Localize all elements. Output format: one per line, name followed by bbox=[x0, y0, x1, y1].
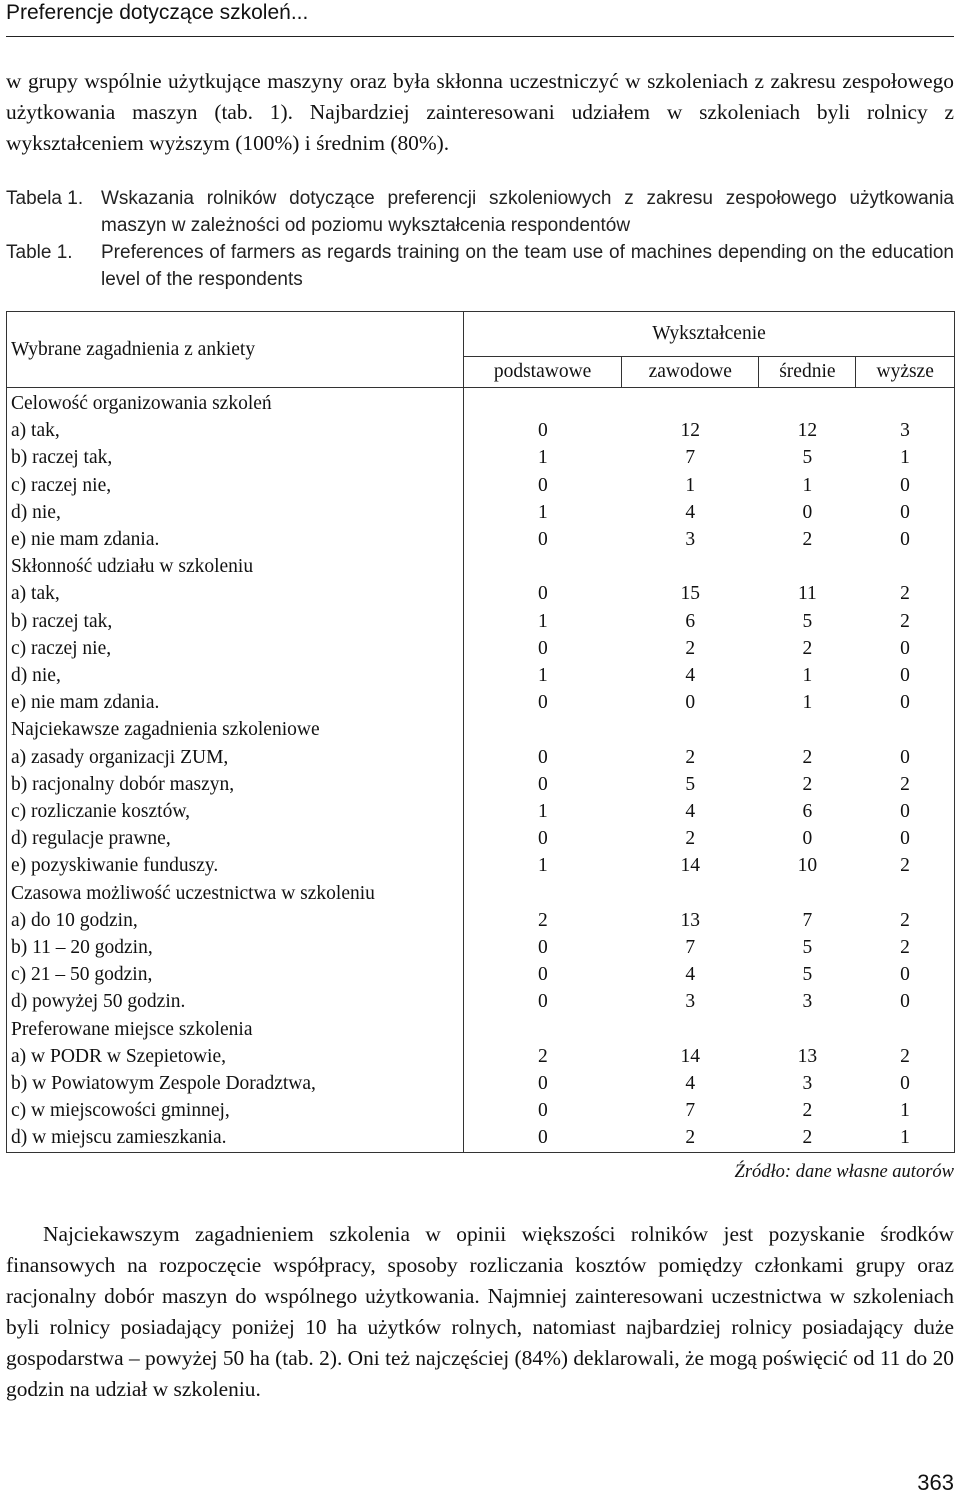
table-cell: 2 bbox=[802, 529, 813, 551]
row-label: e) nie mam zdania. bbox=[7, 526, 464, 553]
row-label: Celowość organizowania szkoleń bbox=[7, 388, 464, 418]
row-label: Czasowa możliwość uczestnictwa w szkoleniu bbox=[7, 880, 464, 907]
row-label: a) tak, bbox=[7, 417, 464, 444]
table-cell: 0 bbox=[537, 474, 548, 496]
table-cell: 2 bbox=[685, 828, 696, 850]
intro-paragraph: w grupy wspólnie użytkujące maszyny oraz była skłonna uczestniczyć w szkoleniach z zakresu zespołowego użytkowania maszyn (tab. 1). Najbardziej zainteresowani udziałem w szkoleniach byli rolnicy z wykształceniem wyższym (100%) i średnim (80%). bbox=[6, 69, 954, 155]
row-label: d) nie, bbox=[7, 499, 464, 526]
table-row bbox=[7, 1097, 955, 1124]
table-cell: 5 bbox=[802, 610, 813, 632]
table-cell: 0 bbox=[537, 529, 548, 551]
table-cell: 1 bbox=[802, 474, 813, 496]
table-cell: 0 bbox=[537, 991, 548, 1013]
table-cell: 7 bbox=[685, 937, 696, 959]
table-cell: 2 bbox=[685, 637, 696, 659]
table-cell: 5 bbox=[802, 447, 813, 469]
table-cell bbox=[759, 553, 856, 580]
table-cell: 0 bbox=[856, 499, 955, 526]
table-row bbox=[7, 907, 955, 934]
table-cell bbox=[622, 1016, 759, 1043]
row-label: e) nie mam zdania. bbox=[7, 689, 464, 716]
table-cell: 1 bbox=[537, 610, 548, 632]
table-cell: 2 bbox=[856, 608, 955, 635]
table-row bbox=[7, 825, 955, 852]
table-cell: 4 bbox=[685, 501, 696, 523]
table-cell: 0 bbox=[802, 501, 813, 523]
table-row bbox=[7, 635, 955, 662]
table-row bbox=[7, 553, 955, 580]
table-cell: 2 bbox=[759, 1124, 856, 1152]
table-cell: 1 bbox=[537, 665, 548, 687]
caption-en-text: Preferences of farmers as regards training on the team use of machines depending on the education level of the respondents bbox=[101, 242, 954, 290]
table-cell: 6 bbox=[685, 610, 696, 632]
table-cell: 3 bbox=[802, 991, 813, 1013]
page-number: 363 bbox=[917, 1470, 954, 1495]
body-paragraph: Najciekawszym zagadnieniem szkolenia w opinii większości rolników jest pozyskanie środków finansowych na rozpoczęcie współpracy, sposoby rozliczania kosztów pomiędzy członkami grupy oraz racjonalny dobór maszyn do wspólnego użytkowania. Najmniej zainteresowani uczestnictwa w szkoleniach byli rolnicy posiadający poniżej 10 ha użytków rolnych, natomiast najbardziej rolnicy posiadający duże gospodarstwa – powyżej 50 ha (tab. 2). Oni też najczęściej (84%) deklarowali, że mogą poświęcić od 11 do 20 godzin na udział w szkoleniu. bbox=[6, 1222, 954, 1401]
table-cell: 6 bbox=[802, 801, 813, 823]
table-cell: 1 bbox=[537, 501, 548, 523]
row-label: a) tak, bbox=[7, 580, 464, 607]
table-cell: 2 bbox=[856, 907, 955, 934]
table-cell bbox=[464, 716, 622, 743]
table-cell: 4 bbox=[685, 1073, 696, 1095]
table-cell: 1 bbox=[537, 855, 548, 877]
row-label: c) 21 – 50 godzin, bbox=[7, 961, 464, 988]
table-cell: 11 bbox=[797, 583, 817, 605]
table-cell: 10 bbox=[797, 855, 818, 877]
table-cell: 15 bbox=[680, 583, 701, 605]
row-label: d) nie, bbox=[7, 662, 464, 689]
table-cell: 7 bbox=[802, 909, 813, 931]
table-cell: 2 bbox=[856, 934, 955, 961]
table-cell bbox=[622, 880, 759, 907]
table-caption-pl bbox=[6, 185, 954, 239]
table-row bbox=[7, 580, 955, 607]
caption-pl-text: Wskazania rolników dotyczące preferencji szkoleniowych z zakresu zespołowego użytkowania maszyn w zależności od poziomu wykształcenia respondentów bbox=[101, 188, 954, 236]
table-cell bbox=[759, 880, 856, 907]
table-row bbox=[7, 771, 955, 798]
table-cell: 0 bbox=[856, 961, 955, 988]
table-cell bbox=[759, 716, 856, 743]
table-cell: 3 bbox=[802, 1073, 813, 1095]
table-row bbox=[7, 526, 955, 553]
table-row bbox=[7, 472, 955, 499]
table-cell: 2 bbox=[685, 746, 696, 768]
table-cell bbox=[856, 880, 955, 907]
column-header: średnie bbox=[759, 357, 856, 388]
table-cell: 1 bbox=[856, 444, 955, 471]
table-cell bbox=[622, 388, 759, 418]
table-row bbox=[7, 499, 955, 526]
table-cell: 4 bbox=[685, 964, 696, 986]
row-label: Skłonność udziału w szkoleniu bbox=[7, 553, 464, 580]
row-label: c) w miejscowości gminnej, bbox=[7, 1097, 464, 1124]
table-cell: 0 bbox=[856, 988, 955, 1015]
table-cell bbox=[622, 716, 759, 743]
table-cell: 1 bbox=[856, 1124, 955, 1152]
table-body bbox=[7, 388, 955, 1153]
table-cell: 2 bbox=[856, 852, 955, 879]
table-cell: 7 bbox=[685, 1100, 696, 1122]
row-label: b) 11 – 20 godzin, bbox=[7, 934, 464, 961]
table-cell: 12 bbox=[680, 420, 701, 442]
table-cell: 3 bbox=[685, 529, 696, 551]
table-row bbox=[7, 744, 955, 771]
table-cell: 2 bbox=[802, 637, 813, 659]
preferences-table bbox=[6, 311, 955, 1153]
table-cell: 0 bbox=[856, 825, 955, 852]
table-cell bbox=[622, 553, 759, 580]
row-label: d) w miejscu zamieszkania. bbox=[7, 1124, 464, 1152]
table-cell: 0 bbox=[685, 692, 696, 714]
table-row bbox=[7, 798, 955, 825]
table-cell: 12 bbox=[797, 420, 818, 442]
row-label: b) w Powiatowym Zespole Doradztwa, bbox=[7, 1070, 464, 1097]
table-cell: 0 bbox=[537, 773, 548, 795]
table-cell bbox=[856, 716, 955, 743]
table-cell: 0 bbox=[802, 828, 813, 850]
table-cell: 0 bbox=[537, 692, 548, 714]
table-cell: 0 bbox=[537, 937, 548, 959]
table-cell: 5 bbox=[802, 964, 813, 986]
table-row bbox=[7, 1124, 955, 1152]
table-row bbox=[7, 608, 955, 635]
table-cell: 5 bbox=[685, 773, 696, 795]
table-cell bbox=[464, 388, 622, 418]
table-cell: 0 bbox=[537, 583, 548, 605]
running-head: Preferencje dotyczące szkoleń... bbox=[6, 1, 309, 24]
education-group-header: Wykształcenie bbox=[464, 312, 955, 357]
column-header: zawodowe bbox=[622, 357, 759, 388]
table-row bbox=[7, 716, 955, 743]
header-rule bbox=[6, 36, 954, 37]
table-row bbox=[7, 934, 955, 961]
row-label: Najciekawsze zagadnienia szkoleniowe bbox=[7, 716, 464, 743]
table-row bbox=[7, 444, 955, 471]
table-cell bbox=[856, 1016, 955, 1043]
table-cell: 13 bbox=[680, 909, 701, 931]
table-cell: 0 bbox=[537, 637, 548, 659]
column-header: wyższe bbox=[856, 357, 955, 388]
table-cell bbox=[759, 1016, 856, 1043]
table-cell bbox=[759, 388, 856, 418]
table-cell bbox=[464, 880, 622, 907]
table-cell: 0 bbox=[856, 798, 955, 825]
table-cell: 2 bbox=[802, 773, 813, 795]
table-row bbox=[7, 1070, 955, 1097]
table-cell: 3 bbox=[685, 991, 696, 1013]
caption-pl-label: Tabela 1. bbox=[6, 188, 84, 209]
table-cell: 0 bbox=[856, 662, 955, 689]
table-row bbox=[7, 1016, 955, 1043]
table-source: Źródło: dane własne autorów bbox=[734, 1162, 954, 1182]
table-cell: 0 bbox=[856, 472, 955, 499]
table-cell: 2 bbox=[856, 580, 955, 607]
table-cell: 7 bbox=[685, 447, 696, 469]
table-row bbox=[7, 689, 955, 716]
row-label: b) raczej tak, bbox=[7, 444, 464, 471]
table-cell: 4 bbox=[685, 665, 696, 687]
table-cell: 4 bbox=[685, 801, 696, 823]
table-cell: 1 bbox=[802, 692, 813, 714]
table-row bbox=[7, 988, 955, 1015]
table-cell: 2 bbox=[537, 1045, 548, 1067]
table-row bbox=[7, 417, 955, 444]
table-cell: 1 bbox=[537, 447, 548, 469]
table-cell: 0 bbox=[856, 1070, 955, 1097]
table-cell bbox=[464, 1016, 622, 1043]
column-header: podstawowe bbox=[464, 357, 622, 388]
table-cell: 3 bbox=[856, 417, 955, 444]
row-label: b) racjonalny dobór maszyn, bbox=[7, 771, 464, 798]
table-cell: 0 bbox=[537, 746, 548, 768]
table-cell: 0 bbox=[856, 689, 955, 716]
table-cell: 0 bbox=[856, 635, 955, 662]
table-cell: 2 bbox=[802, 746, 813, 768]
table-cell bbox=[464, 553, 622, 580]
table-cell: 2 bbox=[856, 1043, 955, 1070]
table-cell: 0 bbox=[537, 964, 548, 986]
row-label: d) powyżej 50 godzin. bbox=[7, 988, 464, 1015]
table-cell: 0 bbox=[537, 828, 548, 850]
table-row bbox=[7, 880, 955, 907]
row-label: c) rozliczanie kosztów, bbox=[7, 798, 464, 825]
table-cell: 5 bbox=[802, 937, 813, 959]
row-label: a) w PODR w Szepietowie, bbox=[7, 1043, 464, 1070]
row-label: Preferowane miejsce szkolenia bbox=[7, 1016, 464, 1043]
table-cell: 0 bbox=[537, 1073, 548, 1095]
row-label: a) do 10 godzin, bbox=[7, 907, 464, 934]
table-cell: 1 bbox=[856, 1097, 955, 1124]
table-cell: 2 bbox=[622, 1124, 759, 1152]
table-cell: 13 bbox=[797, 1045, 818, 1067]
table-cell: 0 bbox=[856, 526, 955, 553]
table-cell: 1 bbox=[685, 474, 696, 496]
table-cell bbox=[856, 388, 955, 418]
table-cell: 0 bbox=[856, 744, 955, 771]
table-row bbox=[7, 852, 955, 879]
table-cell: 0 bbox=[464, 1124, 622, 1152]
table-cell: 2 bbox=[537, 909, 548, 931]
table-row bbox=[7, 961, 955, 988]
row-label: e) pozyskiwanie funduszy. bbox=[7, 852, 464, 879]
table-caption-en bbox=[6, 239, 954, 293]
table-cell bbox=[856, 553, 955, 580]
table-cell: 14 bbox=[680, 1045, 701, 1067]
table-cell: 1 bbox=[537, 801, 548, 823]
row-label: c) raczej nie, bbox=[7, 635, 464, 662]
table-cell: 1 bbox=[802, 665, 813, 687]
table-cell: 0 bbox=[537, 420, 548, 442]
table-row bbox=[7, 388, 955, 418]
row-label: c) raczej nie, bbox=[7, 472, 464, 499]
caption-en-label: Table 1. bbox=[6, 242, 73, 263]
table-cell: 2 bbox=[802, 1100, 813, 1122]
row-label: d) regulacje prawne, bbox=[7, 825, 464, 852]
row-header: Wybrane zagadnienia z ankiety bbox=[7, 312, 464, 388]
table-cell: 14 bbox=[680, 855, 701, 877]
table-cell: 2 bbox=[856, 771, 955, 798]
row-label: b) raczej tak, bbox=[7, 608, 464, 635]
table-row bbox=[7, 662, 955, 689]
row-label: a) zasady organizacji ZUM, bbox=[7, 744, 464, 771]
table-row bbox=[7, 1043, 955, 1070]
table-cell: 0 bbox=[537, 1100, 548, 1122]
